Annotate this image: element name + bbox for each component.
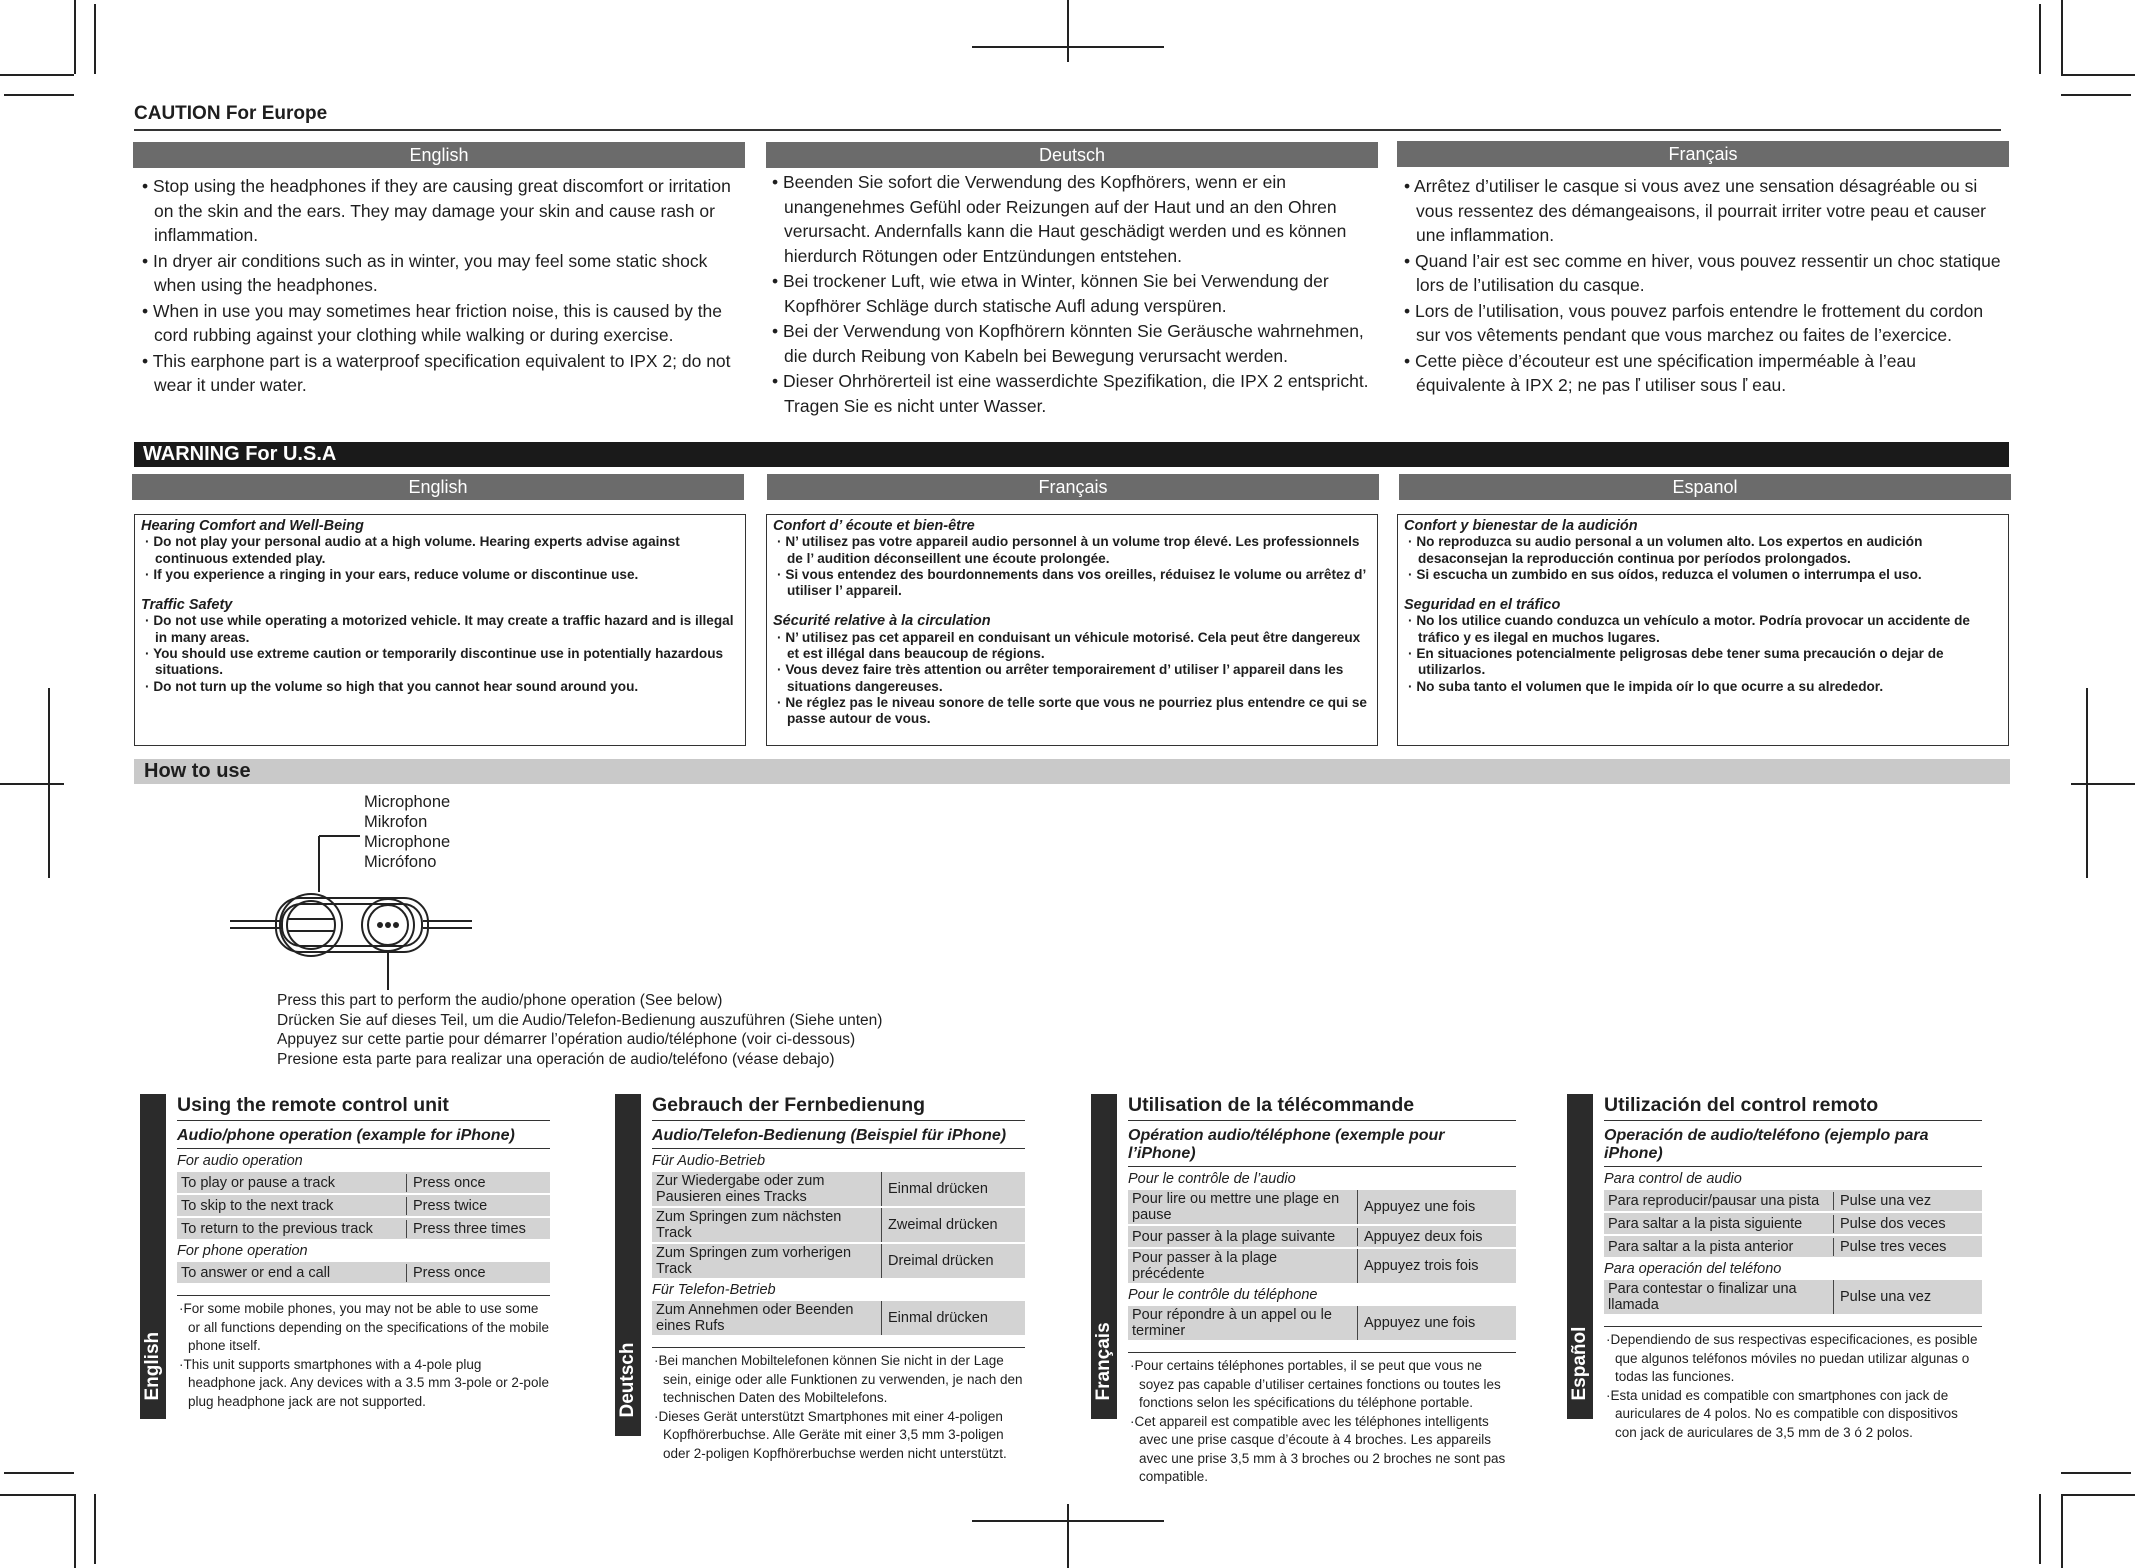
note-item: · Dependiendo de sus respectivas especificaciones, es posible que algunos teléfonos móviles no puedan utilizar algunas o todas las funciones.	[1604, 1331, 1982, 1387]
note-item: · Pour certains téléphones portables, il se peut que vous ne soyez pas capable d’utiliser certaines fonctions ou toutes les fonctions selon les spécifications du téléphone portable.	[1128, 1357, 1516, 1413]
caution-lang-english: English	[133, 142, 745, 168]
section-title: Confort d’ écoute et bien-être	[773, 518, 975, 534]
caution-item: • Cette pièce d’écouteur est une spécification imperméable à l’eau équivalente à IPX 2; ne pas ľ utiliser sous ľ eau.	[1400, 349, 2005, 398]
warning-item: · No suba tanto el volumen que le impida oír lo que ocurre a su alrededor.	[1404, 679, 2002, 695]
caution-item: • Quand l’air est sec comme en hiver, vous pouvez ressentir un choc statique lors de l’utilisation du casque.	[1400, 249, 2005, 298]
caution-item: • Beenden Sie sofort die Verwendung des Kopfhörers, wenn er ein unangenehmes Gefühl oder Reizungen auf der Haut und an den Ohren verursacht. Andernfalls kann die Haut geschädigt werden und es können hierdurch Rötungen oder Entzündungen entstehen.	[768, 170, 1376, 268]
warning-item: · N’ utilisez pas votre appareil audio personnel à un volume trop élevé. Les professionnels de l’ audition déconseillent une écoute prolongée.	[773, 534, 1371, 567]
warning-item: · Do not use while operating a motorized vehicle. It may create a traffic hazard and is illegal in many areas.	[141, 613, 739, 646]
section-title: Sécurité relative à la circulation	[773, 613, 991, 630]
phone-label: Für Telefon-Betrieb	[652, 1282, 776, 1298]
audio-label: Pour le contrôle de l’audio	[1128, 1171, 1296, 1187]
table-row: Zum Springen zum nächsten Track Zweimal drücken	[652, 1208, 1025, 1242]
section-title: Hearing Comfort and Well-Being	[141, 518, 364, 534]
caution-item: • Bei der Verwendung von Kopfhörern könnten Sie Geräusche wahrnehmen, die durch Reibung von Kabeln bei Bewegung verursacht werden.	[768, 319, 1376, 368]
remote-title: Using the remote control unit	[177, 1094, 550, 1121]
remote-title: Utilisation de la télécommande	[1128, 1094, 1516, 1121]
caution-item: • When in use you may sometimes hear friction noise, this is caused by the cord rubbing against your clothing while walking or during exercise.	[138, 299, 738, 348]
phone-label: Pour le contrôle du téléphone	[1128, 1287, 1318, 1303]
warning-lang-espanol: Espanol	[1399, 474, 2011, 500]
phone-label: Para operación del teléfono	[1604, 1261, 1782, 1277]
warning-lang-english: English	[132, 474, 744, 500]
remote-title: Gebrauch der Fernbedienung	[652, 1094, 1025, 1121]
audio-label: For audio operation	[177, 1153, 303, 1169]
warning-item: · Do not play your personal audio at a high volume. Hearing experts advise against continuous extended play.	[141, 534, 739, 567]
how-to-use-heading: How to use	[134, 759, 2010, 784]
caution-item: • Stop using the headphones if they are causing great discomfort or irritation on the skin and the ears. They may damage your skin and cause rash or inflammation.	[138, 174, 738, 248]
table-row: To skip to the next track Press twice	[177, 1195, 550, 1216]
warning-item: · Do not turn up the volume so high that you cannot hear sound around you.	[141, 679, 739, 695]
warning-lang-francais: Français	[767, 474, 1379, 500]
remote-title: Utilización del control remoto	[1604, 1094, 1982, 1121]
remote-notes	[652, 1347, 1025, 1463]
note-item: · Bei manchen Mobiltelefonen können Sie nicht in der Lage sein, einige oder alle Funktionen zu verwenden, je nach den technischen Daten des Mobiltelefons.	[652, 1352, 1025, 1408]
section-title: Confort y bienestar de la audición	[1404, 518, 1638, 534]
remote-notes	[1128, 1352, 1516, 1487]
language-tab: English	[140, 1094, 166, 1419]
warning-item: · You should use extreme caution or temporarily discontinue use in potentially hazardous situations.	[141, 646, 739, 679]
remote-subtitle: Audio/phone operation (example for iPhone)	[177, 1127, 550, 1149]
caution-english-text	[138, 174, 738, 399]
table-row: Zum Springen zum vorherigen Track Dreimal drücken	[652, 1244, 1025, 1278]
mic-label: Mikrofon	[364, 813, 428, 831]
caution-item: • In dryer air conditions such as in winter, you may feel some static shock when using the headphones.	[138, 249, 738, 298]
language-tab: Français	[1091, 1094, 1117, 1419]
table-row: To return to the previous track Press three times	[177, 1218, 550, 1239]
caution-item: • Lors de l’utilisation, vous pouvez parfois entendre le frottement du cordon sur vos vêtements pendant que vous marchez ou faites de l’exercice.	[1400, 299, 2005, 348]
phone-label: For phone operation	[177, 1243, 308, 1259]
mic-label: Microphone	[364, 833, 451, 851]
warning-box-francais	[766, 514, 1378, 746]
language-tab: Español	[1567, 1094, 1593, 1419]
caution-lang-francais: Français	[1397, 141, 2009, 167]
table-row: Pour passer à la plage suivante Appuyez deux fois	[1128, 1226, 1516, 1247]
warning-item: · Si vous entendez des bourdonnements dans vos oreilles, réduisez le volume ou arrêtez d’ utiliser l’ appareil.	[773, 567, 1371, 600]
warning-item: · No reproduzca su audio personal a un volumen alto. Los expertos en audición desaconsejan la reproducción continua por períodos prolongados.	[1404, 534, 2002, 567]
press-instructions	[277, 991, 882, 1069]
section-title: Seguridad en el tráfico	[1404, 597, 1561, 614]
language-tab: Deutsch	[615, 1094, 641, 1436]
note-item: · Dieses Gerät unterstützt Smartphones mit einer 4-poligen Kopfhörerbuchse. Alle Geräte mit einer 3,5 mm 3-poligen oder 2-poligen Kopfhörerbuchse werden nicht unterstützt.	[652, 1408, 1025, 1464]
table-row: Pour répondre à un appel ou le terminer Appuyez une fois	[1128, 1306, 1516, 1340]
warning-item: · If you experience a ringing in your ears, reduce volume or discontinue use.	[141, 567, 739, 583]
table-row: To play or pause a track Press once	[177, 1172, 550, 1193]
table-row: Para saltar a la pista siguiente Pulse dos veces	[1604, 1213, 1982, 1234]
audio-label: Para control de audio	[1604, 1171, 1742, 1187]
mic-label: Micrófono	[364, 853, 437, 871]
remote-subtitle: Opération audio/téléphone (exemple pour l’iPhone)	[1128, 1127, 1516, 1167]
note-item: · Esta unidad es compatible con smartphones con jack de auriculares de 4 polos. No es compatible con dispositivos con jack de auriculares de 3,5 mm de 3 ó 2 polos.	[1604, 1387, 1982, 1443]
press-label: Presione esta parte para realizar una operación de audio/teléfono (véase debajo)	[277, 1050, 835, 1068]
audio-label: Für Audio-Betrieb	[652, 1153, 766, 1169]
caution-heading: CAUTION For Europe	[134, 103, 328, 124]
remote-subtitle: Operación de audio/teléfono (ejemplo para iPhone)	[1604, 1127, 1982, 1167]
table-row: Para reproducir/pausar una pista Pulse una vez	[1604, 1190, 1982, 1211]
table-row: Zur Wiedergabe oder zum Pausieren eines Tracks Einmal drücken	[652, 1172, 1025, 1206]
caution-item: • Arrêtez d’utiliser le casque si vous avez une sensation désagréable ou si vous ressentez des démangeaisons, il pourrait irriter votre peau et causer une inflammation.	[1400, 174, 2005, 248]
note-item: · This unit supports smartphones with a 4-pole plug headphone jack. Any devices with a 3.5 mm 3-pole or 2-pole plug headphone jack are not supported.	[177, 1356, 550, 1412]
warning-box-english	[134, 514, 746, 746]
press-label: Appuyez sur cette partie pour démarrer l’opération audio/téléphone (voir ci-dessous)	[277, 1031, 856, 1048]
table-row: Pour lire ou mettre une plage en pause Appuyez une fois	[1128, 1190, 1516, 1224]
remote-notes	[177, 1295, 550, 1411]
table-row: Pour passer à la plage précédente Appuyez trois fois	[1128, 1249, 1516, 1283]
warning-item: · En situaciones potencialmente peligrosas debe tener suma precaución o dejar de utilizarlos.	[1404, 646, 2002, 679]
warning-item: · N’ utilisez pas cet appareil en conduisant un véhicule motorisé. Cela peut être dangereux et est illégal dans beaucoup de régions.	[773, 630, 1371, 663]
warning-box-espanol	[1397, 514, 2009, 746]
remote-notes	[1604, 1326, 1982, 1442]
note-item: · Cet appareil est compatible avec les téléphones intelligents avec une prise casque d’écoute à 4 broches. Les appareils avec une prise 3,5 mm à 3 broches ou 2 broches ne sont pas compatible.	[1128, 1413, 1516, 1487]
remote-subtitle: Audio/Telefon-Bedienung (Beispiel für iPhone)	[652, 1127, 1025, 1149]
caution-item: • Dieser Ohrhörerteil ist eine wasserdichte Spezifikation, die IPX 2 entspricht. Tragen Sie es nicht unter Wasser.	[768, 369, 1376, 418]
warning-heading: WARNING For U.S.A	[134, 442, 2009, 467]
table-row: To answer or end a call Press once	[177, 1262, 550, 1283]
caution-item: • This earphone part is a waterproof specification equivalent to IPX 2; do not wear it under water.	[138, 349, 738, 398]
warning-item: · No los utilice cuando conduzca un vehículo a motor. Podría provocar un accidente de tráfico y es ilegal en muchos lugares.	[1404, 613, 2002, 646]
warning-item: · Vous devez faire très attention ou arrêter temporairement d’ utiliser l’ appareil dans les situations dangereuses.	[773, 662, 1371, 695]
press-label: Press this part to perform the audio/phone operation (See below)	[277, 992, 723, 1009]
caution-deutsch-text	[768, 170, 1376, 419]
press-label: Drücken Sie auf dieses Teil, um die Audio/Telefon-Bedienung auszuführen (Siehe unten)	[277, 1011, 883, 1029]
table-row: Para saltar a la pista anterior Pulse tres veces	[1604, 1236, 1982, 1257]
caution-rule	[134, 129, 2001, 131]
mic-label: Microphone	[364, 793, 451, 811]
warning-item: · Si escucha un zumbido en sus oídos, reduzca el volumen o interrumpa el uso.	[1404, 567, 2002, 583]
table-row: Zum Annehmen oder Beenden eines Rufs Einmal drücken	[652, 1301, 1025, 1335]
section-title: Traffic Safety	[141, 597, 233, 614]
caution-lang-deutsch: Deutsch	[766, 142, 1378, 168]
warning-item: · Ne réglez pas le niveau sonore de telle sorte que vous ne pourriez plus entendre ce qui se passe autour de vous.	[773, 695, 1371, 728]
caution-item: • Bei trockener Luft, wie etwa in Winter, können Sie bei Verwendung der Kopfhörer Schläge durch statische Aufl adung verspüren.	[768, 269, 1376, 318]
caution-francais-text	[1400, 174, 2005, 399]
remote-control-diagram	[220, 820, 490, 1000]
table-row: Para contestar o finalizar una llamada Pulse una vez	[1604, 1280, 1982, 1314]
note-item: · For some mobile phones, you may not be able to use some or all functions depending on the specifications of the mobile phone itself.	[177, 1300, 550, 1356]
